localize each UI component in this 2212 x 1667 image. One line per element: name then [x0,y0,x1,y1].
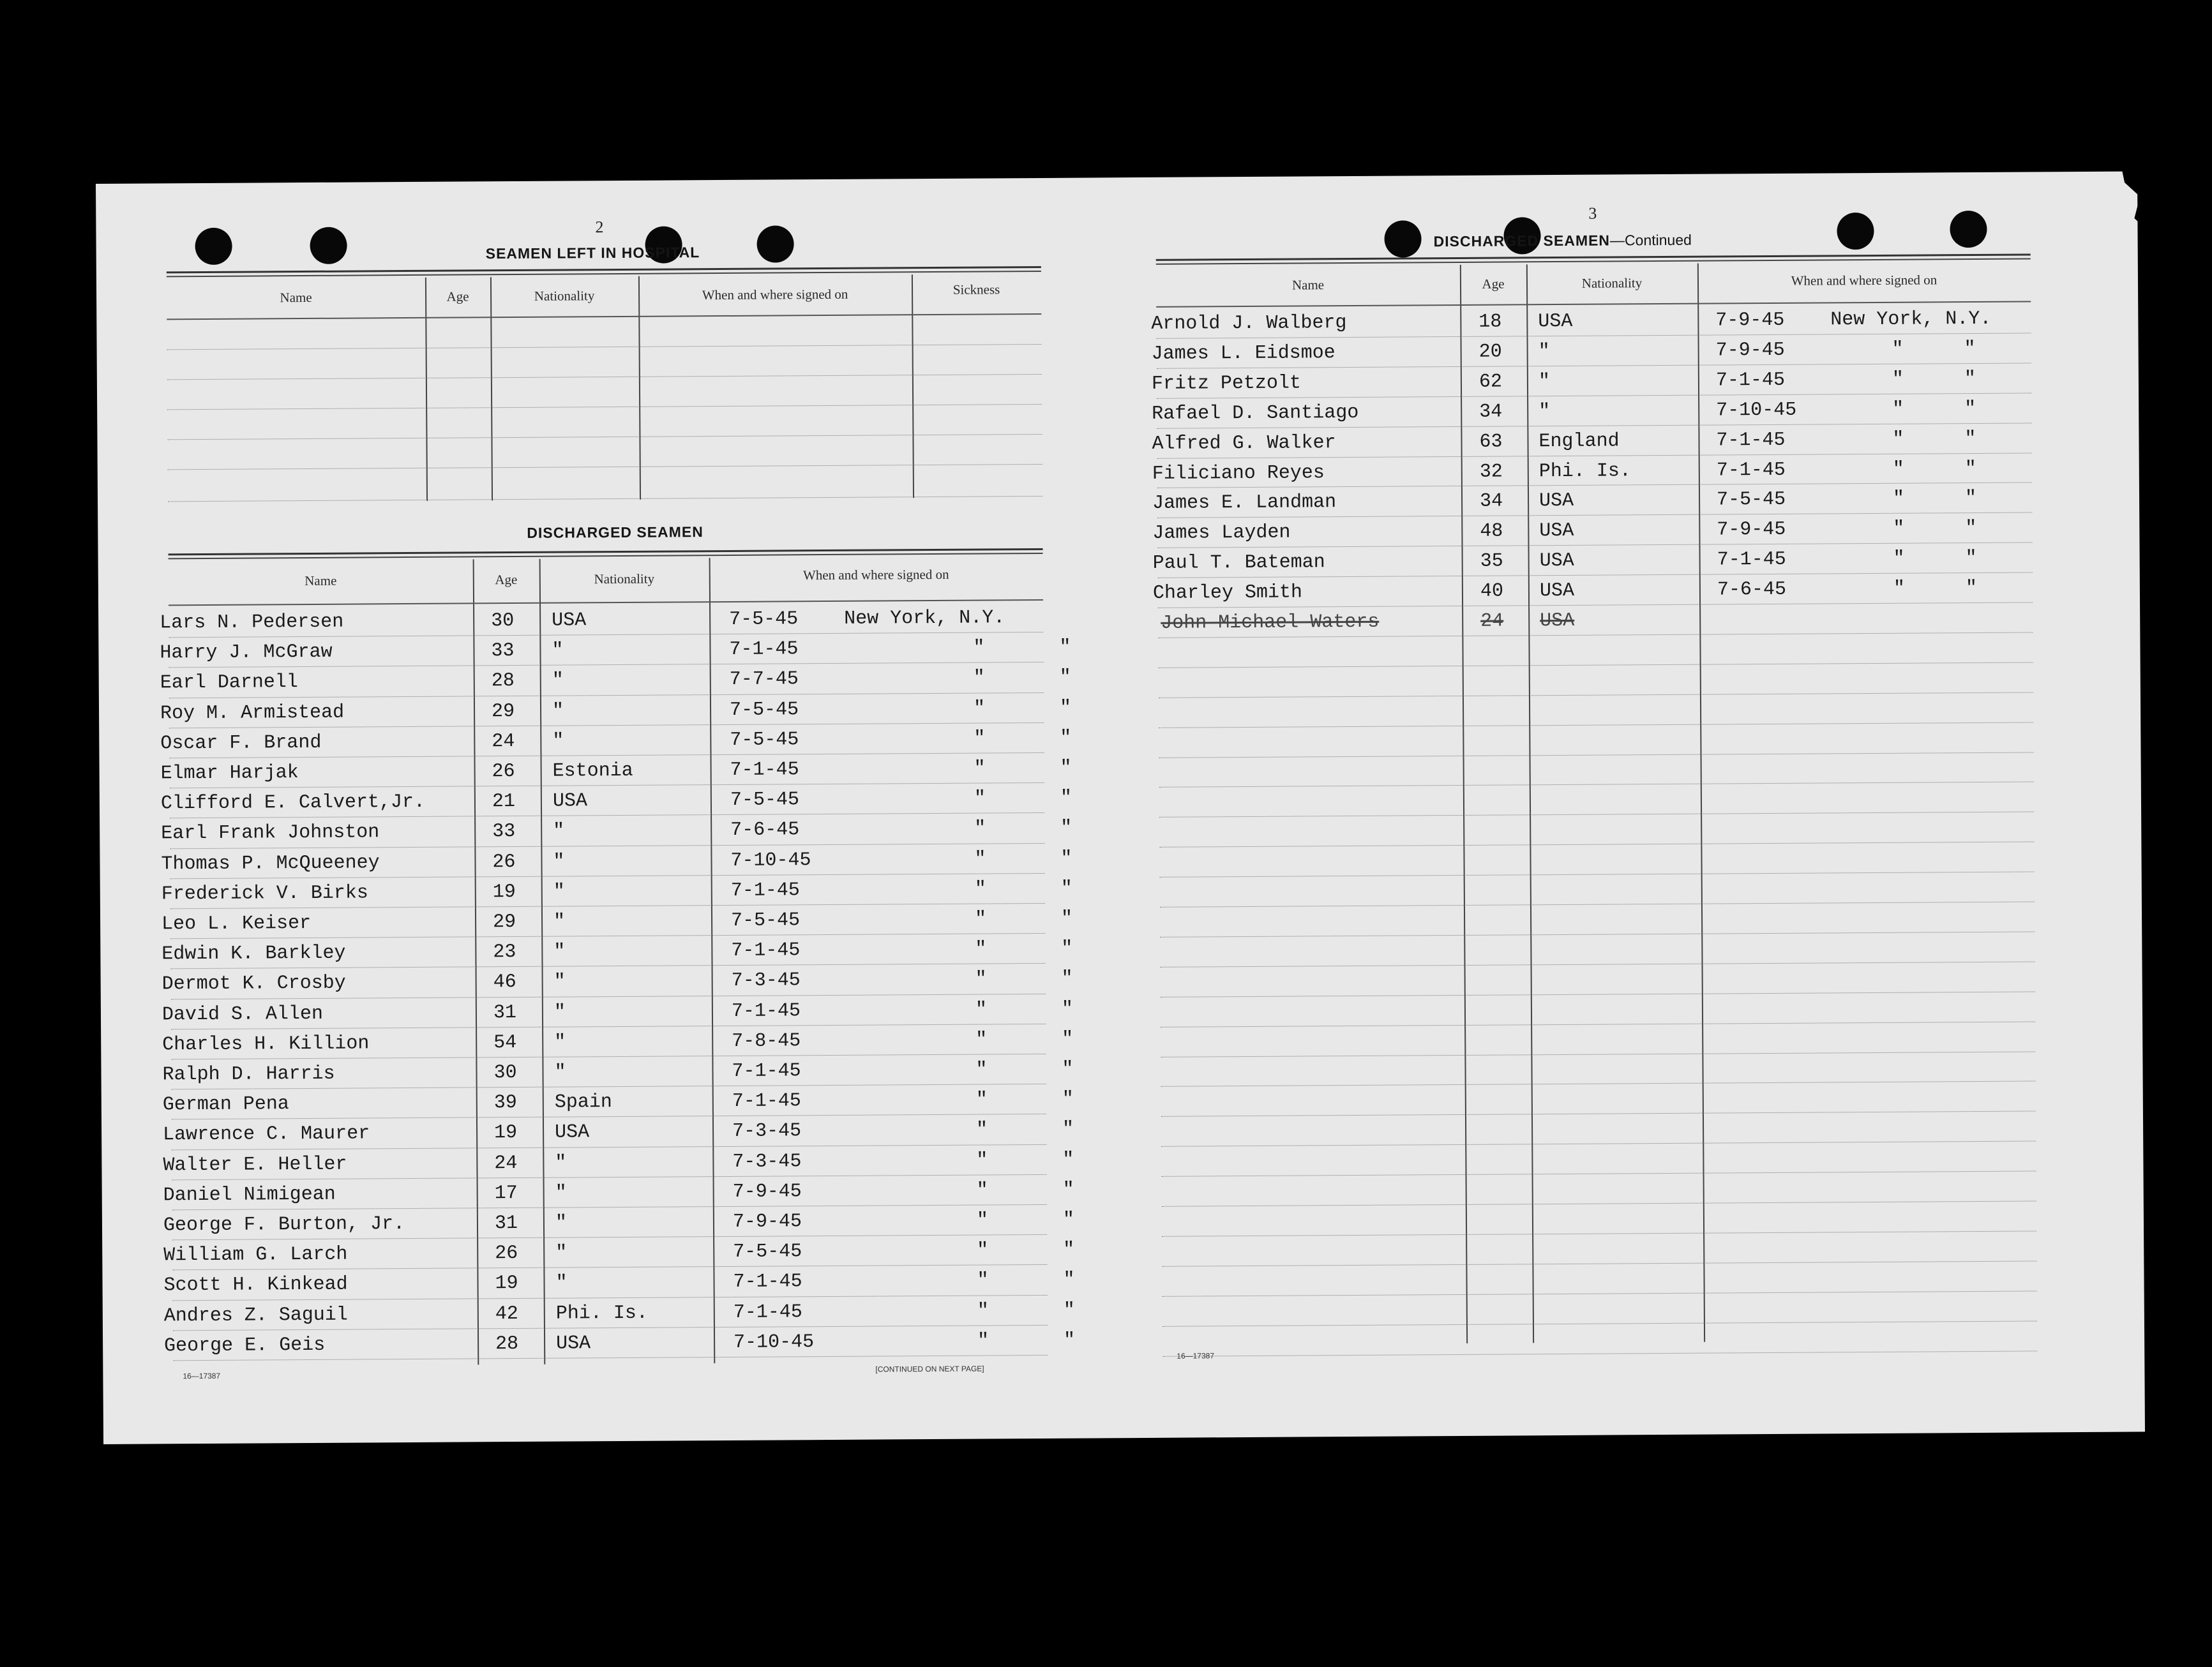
ditto-mark: " [1062,1179,1074,1201]
seaman-name: Thomas P. McQueeney [161,851,380,875]
ditto-mark: " [974,788,986,810]
seaman-age: 23 [493,941,516,964]
seaman-age: 63 [1479,431,1503,453]
column-header: Age [446,288,469,304]
left-page [96,177,1118,1444]
ditto-mark: " [1893,518,1905,541]
column-header: Name [280,289,312,306]
ditto-mark: " [1061,998,1074,1020]
ditto-mark: " [1060,908,1073,930]
seaman-name: Arnold J. Walberg [1151,312,1347,335]
seaman-nationality: " [553,911,566,933]
seaman-name: Ralph D. Harris [162,1063,335,1086]
page-number: 2 [595,218,604,237]
signed-on-date: 7-5-45 [730,729,799,751]
seaman-nationality: USA [1539,550,1574,572]
seaman-age: 62 [1478,371,1503,393]
struck-seaman-nationality: USA [1540,609,1575,632]
ditto-mark: " [975,968,987,990]
seaman-age: 31 [494,1212,518,1235]
seaman-age: 32 [1479,461,1503,483]
seaman-name: James Layden [1152,521,1291,545]
ditto-mark: " [1062,1088,1074,1110]
signed-on-date: 7-9-45 [1715,339,1785,362]
ditto-mark: " [1964,458,1976,480]
hospital-table [167,274,1042,502]
seaman-name: Roy M. Armistead [160,701,345,724]
seaman-nationality: USA [1539,490,1574,512]
signed-on-date: 7-5-45 [730,789,800,812]
seaman-nationality: " [1538,370,1551,392]
column-header: When and where signed on [1791,272,1937,288]
seaman-nationality: " [553,820,565,843]
ditto-mark: " [1060,757,1072,779]
ditto-mark: " [974,878,986,901]
seaman-name: George E. Geis [164,1334,326,1357]
seaman-age: 24 [494,1152,518,1174]
seaman-nationality: " [555,1212,568,1234]
seaman-age: 20 [1478,341,1502,363]
ditto-mark: " [976,1209,989,1232]
signed-on-date: 7-3-45 [731,969,801,992]
seaman-age: 26 [495,1243,518,1265]
column-header: Sickness [952,281,1000,297]
column-header: Nationality [1581,275,1643,291]
continued-note: [CONTINUED ON NEXT PAGE] [875,1364,984,1374]
signed-on-date: 7-6-45 [1717,578,1787,601]
document-sheet [96,171,2145,1444]
seaman-nationality: " [554,1031,566,1054]
seaman-nationality: England [1539,430,1620,452]
seaman-age: 31 [493,1001,517,1024]
seaman-nationality: USA [552,609,587,632]
ditto-mark: " [1060,848,1072,870]
seaman-name: David S. Allen [162,1003,324,1026]
signed-on-date: 7-1-45 [733,1271,802,1294]
seaman-nationality: " [552,639,564,662]
seaman-name: James L. Eidsmoe [1151,342,1335,365]
ditto-mark: " [1964,368,1976,390]
ditto-mark: " [977,1300,989,1322]
seaman-nationality: " [1539,400,1551,422]
seaman-nationality: " [555,1272,568,1295]
seaman-age: 28 [495,1333,519,1356]
column-header: Nationality [534,288,595,304]
ditto-mark: " [1964,398,1976,420]
seaman-nationality: USA [552,790,588,812]
signed-on-date: 7-9-45 [732,1211,802,1233]
ditto-mark: " [1893,548,1905,570]
seaman-age: 29 [491,700,515,722]
signed-on-date: 7-9-45 [1717,519,1786,541]
signed-on-date: 7-5-45 [729,698,799,721]
signed-on-date: 7-1-45 [1717,549,1786,571]
signed-on-date: 7-1-45 [1716,429,1786,452]
ditto-mark: " [1965,518,1977,540]
hospital-section-title: SEAMEN LEFT IN HOSPITAL [485,244,700,262]
seaman-nationality: Estonia [552,759,633,782]
ditto-mark: " [974,908,987,931]
ditto-mark: " [1062,1119,1074,1141]
signed-on-date: 7-5-45 [729,608,799,631]
section-title-text: DISCHARGED SEAMEN [1433,232,1611,250]
column-header: When and where signed on [802,566,949,583]
seaman-name: German Pena [162,1093,289,1116]
seaman-nationality: " [555,1242,568,1264]
ditto-mark: " [1063,1329,1076,1352]
signed-on-date: 7-1-45 [733,1301,802,1324]
seaman-nationality: USA [554,1121,590,1144]
seaman-name: Rafael D. Santiago [1152,401,1359,425]
seaman-age: 17 [494,1182,518,1205]
signed-on-date: 7-3-45 [732,1120,802,1143]
ditto-mark: " [1964,338,1976,361]
seaman-age: 39 [493,1092,517,1114]
seaman-name: Charles H. Killion [162,1033,370,1056]
seaman-name: Alfred G. Walker [1152,431,1336,455]
discharged-continued-title [1434,232,1692,250]
seaman-age: 34 [1479,490,1503,513]
signed-on-date: 7-1-45 [1716,459,1786,481]
seaman-nationality: USA [1539,520,1574,542]
signed-on-date: 7-1-45 [732,1090,801,1113]
seaman-name: Charley Smith [1152,581,1303,604]
seaman-name: Daniel Nimigean [163,1183,336,1207]
seaman-nationality: " [552,700,564,722]
seaman-nationality: " [555,1182,567,1204]
ditto-mark: " [1059,697,1072,719]
seaman-name: Leo L. Keiser [161,912,312,936]
seaman-age: 29 [492,911,516,934]
signed-on-date: 7-5-45 [730,909,801,932]
ditto-mark: " [1892,458,1904,481]
seaman-nationality: " [555,1152,567,1174]
seaman-age: 35 [1480,550,1503,572]
seaman-age: 48 [1480,520,1503,543]
seaman-age: 18 [1478,311,1502,333]
signed-on-date: 7-10-45 [734,1331,815,1354]
column-header: Name [1291,277,1325,293]
ditto-mark: " [975,1059,988,1081]
ditto-mark: " [1964,428,1976,450]
seaman-nationality: " [1538,340,1550,363]
seaman-name: Earl Frank Johnston [161,821,380,845]
seaman-age: 54 [493,1031,517,1054]
signed-on-date: 7-6-45 [730,819,800,842]
seaman-name: Edwin K. Barkley [162,942,346,966]
right-page [1143,171,2145,1437]
signed-on-date: 7-1-45 [731,939,801,962]
discharged-continued-table [1151,261,2037,1345]
seaman-age: 30 [491,610,515,632]
seaman-age: 26 [492,761,515,783]
ditto-mark: " [1061,968,1073,990]
seaman-nationality: USA [556,1333,591,1355]
seaman-age: 19 [493,1122,518,1144]
ditto-mark: " [1965,578,1978,600]
signed-on-date: 7-9-45 [732,1181,802,1203]
signed-on-date: 7-1-45 [1715,369,1786,392]
seaman-name: Dermot K. Crosby [162,973,346,996]
signed-on-date: 7-3-45 [732,1150,802,1173]
ditto-mark: " [976,1149,988,1172]
seaman-name: Andres Z. Saguil [163,1304,348,1327]
seaman-name: Scott H. Kinkead [163,1274,348,1297]
seaman-age: 33 [491,640,515,662]
ditto-mark: " [975,1119,988,1141]
seaman-age: 28 [491,670,515,692]
seaman-name: Frederick V. Birks [161,882,368,906]
seaman-name: Walter E. Heller [163,1153,347,1176]
ditto-mark: " [973,698,986,720]
ditto-mark: " [1063,1299,1075,1322]
form-number: 16—17387 [1177,1351,1215,1361]
signed-on-date: 7-10-45 [1716,399,1797,422]
signed-on-date: 7-8-45 [732,1030,801,1052]
column-header: Name [305,572,337,589]
column-header: Age [1482,276,1505,292]
seaman-nationality: " [553,941,566,963]
signed-on-date: 7-7-45 [729,668,799,691]
seaman-age: 42 [495,1303,518,1325]
seaman-name: James E. Landman [1152,491,1337,515]
signed-on-date: 7-5-45 [733,1241,802,1264]
ditto-mark: " [976,1179,988,1202]
ditto-mark: " [1965,548,1977,570]
seaman-name: Harry J. McGraw [160,641,333,664]
column-header: Age [495,571,518,588]
column-header: Nationality [594,571,655,587]
ditto-mark: " [975,1089,988,1111]
seaman-age: 24 [492,730,515,753]
seaman-age: 30 [493,1061,517,1084]
ditto-mark: " [975,938,987,961]
section-title-suffix: —Continued [1609,231,1692,249]
seaman-age: 26 [492,851,516,873]
ditto-mark: " [1059,667,1071,689]
ditto-mark: " [1892,488,1905,511]
seaman-nationality: Phi. Is. [555,1302,648,1325]
ditto-mark: " [1062,1028,1074,1050]
ditto-mark: " [1892,338,1904,361]
ditto-mark: " [1892,398,1904,421]
discharged-section-title: DISCHARGED SEAMEN [527,523,703,541]
signed-on-place: New York, N.Y. [844,607,1005,630]
signed-on-date: 7-1-45 [730,759,799,781]
seaman-nationality: USA [1538,310,1573,333]
seaman-name: George F. Burton, Jr. [163,1213,405,1237]
seaman-nationality: " [554,1061,566,1084]
ditto-mark: " [1062,1149,1074,1171]
seaman-age: 33 [492,821,516,843]
seaman-name: Oscar F. Brand [160,731,322,755]
ditto-mark: " [975,999,988,1021]
seaman-age: 21 [492,791,516,813]
seaman-nationality: " [553,851,565,873]
seaman-name: William G. Larch [163,1243,348,1267]
seaman-name: Filiciano Reyes [1152,461,1325,485]
signed-on-place: New York, N.Y. [1830,308,1992,331]
ditto-mark: " [973,637,985,659]
signed-on-date: 7-1-45 [731,999,801,1022]
ditto-mark: " [977,1239,989,1262]
seaman-nationality: Spain [554,1091,612,1114]
ditto-mark: " [1964,488,1977,510]
seaman-age: 19 [495,1273,518,1295]
ditto-mark: " [1060,818,1072,840]
ditto-mark: " [1892,428,1904,451]
seaman-nationality: USA [1539,579,1575,602]
ditto-mark: " [1060,878,1072,900]
ditto-mark: " [974,728,986,750]
seaman-name: Elmar Harjak [160,762,299,785]
ditto-mark: " [975,1029,988,1051]
seaman-nationality: " [553,1001,566,1024]
ditto-mark: " [1062,1058,1074,1080]
ditto-mark: " [1060,727,1072,749]
page-number: 3 [1588,204,1597,223]
seaman-nationality: " [553,971,566,994]
ditto-mark: " [1060,787,1072,809]
struck-seaman-name: John Michael Waters [1161,611,1380,634]
struck-seaman-age: 24 [1480,610,1504,632]
seaman-name: Lawrence C. Maurer [163,1123,370,1146]
ditto-mark: " [1063,1239,1075,1261]
seaman-age: 40 [1480,580,1504,602]
seaman-name: Clifford E. Calvert,Jr. [160,791,426,815]
ditto-mark: " [1059,636,1071,659]
seaman-age: 34 [1479,401,1503,423]
seaman-name: Lars N. Pedersen [160,611,344,634]
ditto-mark: " [977,1269,989,1292]
seaman-nationality: Phi. Is. [1539,460,1631,482]
seaman-age: 19 [492,881,516,904]
form-number: 16—17387 [183,1371,221,1381]
ditto-mark: " [977,1330,989,1352]
ditto-mark: " [1063,1269,1075,1292]
signed-on-date: 7-1-45 [732,1060,801,1082]
seaman-age: 46 [493,971,516,994]
signed-on-date: 7-5-45 [1716,489,1786,511]
signed-on-date: 7-1-45 [729,638,799,661]
seaman-nationality: " [552,730,564,752]
ditto-mark: " [1062,1209,1075,1231]
ditto-mark: " [974,848,986,871]
ditto-mark: " [1893,578,1906,600]
column-header: When and where signed on [702,286,848,303]
signed-on-date: 7-10-45 [730,849,811,872]
ditto-mark: " [1892,368,1904,391]
ditto-mark: " [973,667,985,690]
ditto-mark: " [974,758,986,780]
signed-on-date: 7-9-45 [1715,309,1785,332]
ditto-mark: " [1061,938,1073,960]
seaman-nationality: " [553,881,565,903]
seaman-name: Earl Darnell [160,671,298,694]
signed-on-date: 7-1-45 [730,879,800,902]
seaman-nationality: " [552,669,564,692]
seaman-name: Fritz Petzolt [1151,372,1302,395]
discharged-table [160,556,1076,1366]
ditto-mark: " [974,818,986,841]
seaman-name: Paul T. Bateman [1152,551,1325,575]
